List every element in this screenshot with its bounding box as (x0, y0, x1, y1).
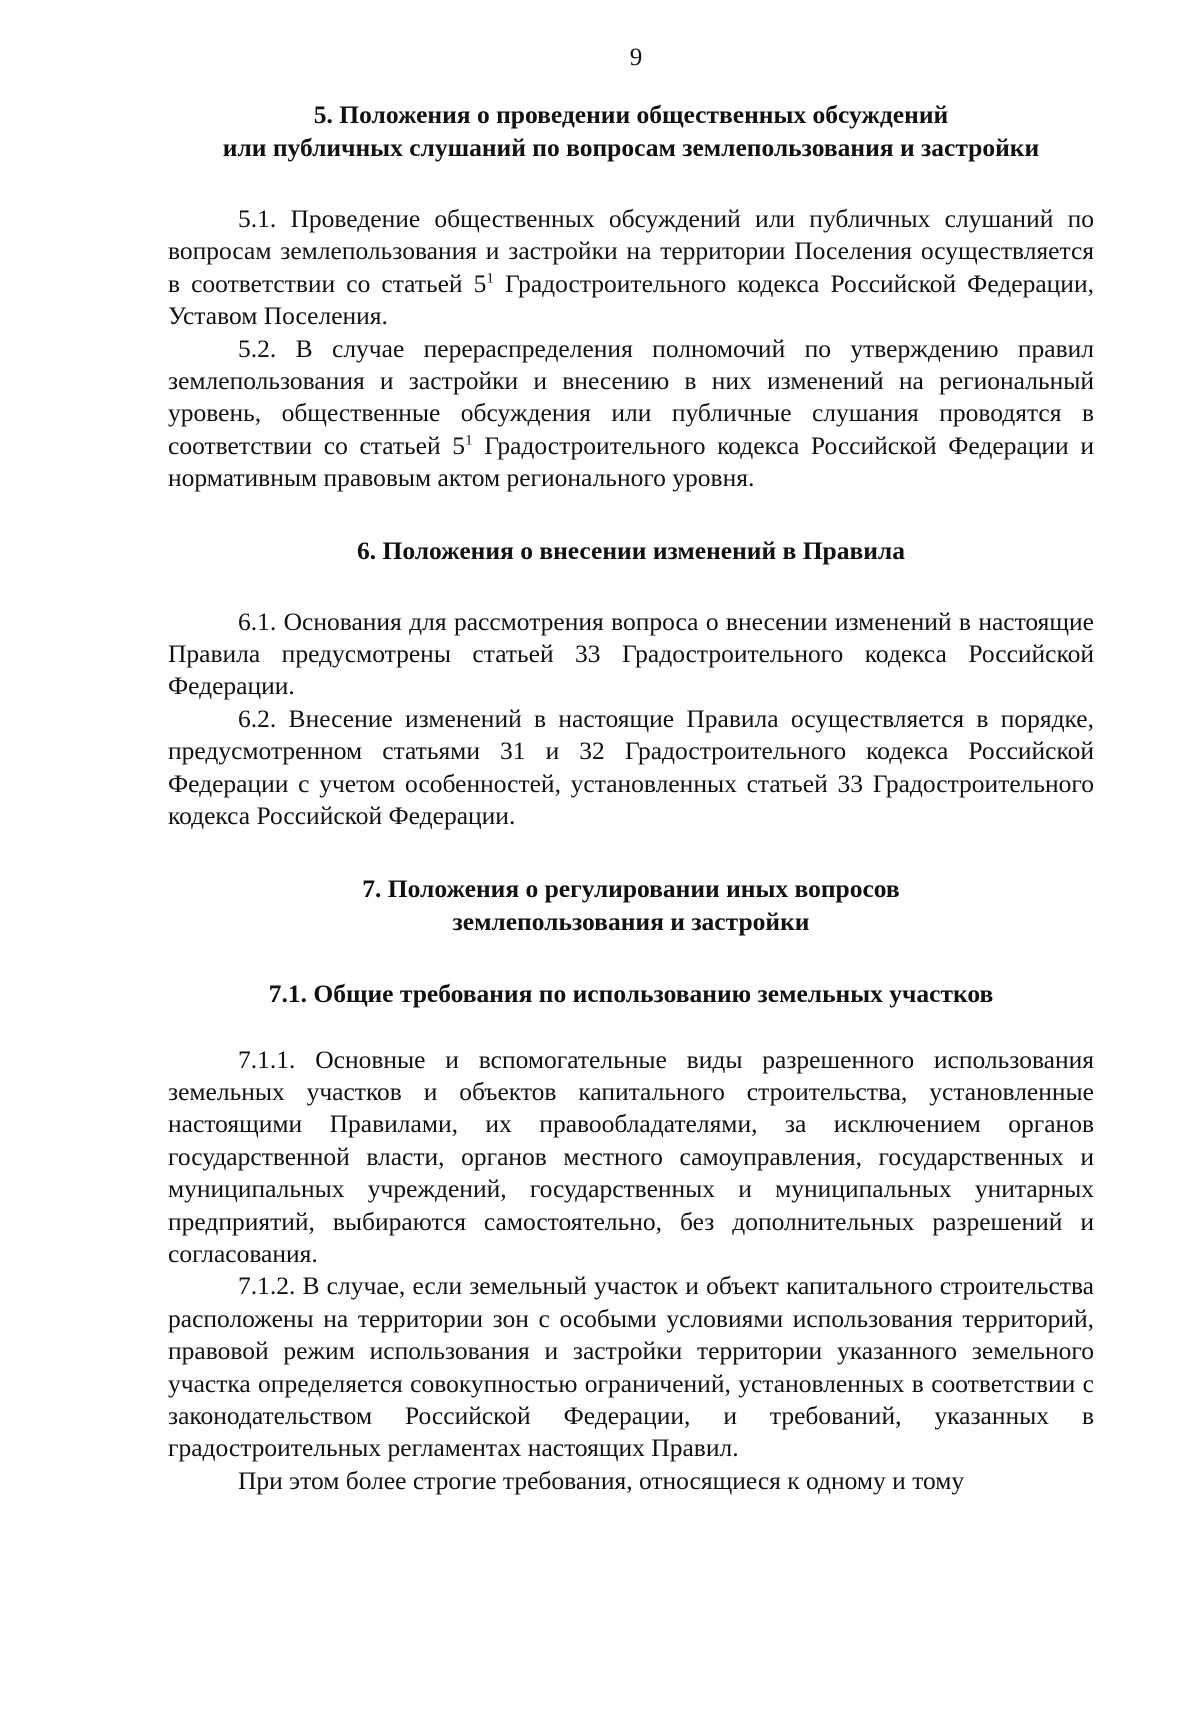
paragraph-5-2-text-b: Градостроительного кодекса Российской Федерации и нормативным правовым актом регионального уровня. (168, 430, 1094, 493)
paragraph-5-2-superscript: 1 (465, 432, 473, 449)
section-5-heading (168, 98, 1094, 164)
paragraph-7-1-2: 7.1.2. В случае, если земельный участок и объект капитального строительства расположены на территории зон с особыми условиями использования территорий, правовой режим использования и застройки территории указанного земельного участка определяется совокупностью ограничений, установленных в соответствии с законодательством Российской Федерации, и требований, указанных в градостроительных регламентах настоящих Правил. (168, 1271, 1094, 1463)
subsection-7-1-heading: 7.1. Общие требования по использованию земельных участков (268, 978, 994, 1008)
paragraph-5-1 (168, 203, 1094, 333)
section-7-heading-line-2: землепользования и застройки (452, 906, 810, 936)
paragraph-5-1-text-a: 5.1. Проведение общественных обсуждений или публичных слушаний по вопросам землепользования и застройки на территории Поселения осуществляется в соответствии со статьей 5 (168, 204, 1094, 298)
section-5-heading-line-1: 5. Положения о проведении общественных обсуждений (313, 100, 949, 129)
paragraph-7-1-2-continuation: При этом более строгие требования, относящиеся к одному и тому (238, 1465, 965, 1495)
paragraph-6-1: 6.1. Основания для рассмотрения вопроса о внесении изменений в настоящие Правила предусмотрены статьей 33 Градостроительного кодекса Российской Федерации. (168, 606, 1094, 701)
page-number: 9 (629, 44, 643, 71)
paragraph-5-2 (168, 333, 1094, 495)
section-7-heading-line-1: 7. Положения о регулировании иных вопросов (362, 873, 900, 903)
section-6-heading: 6. Положения о внесении изменений в Правила (357, 535, 905, 565)
paragraph-5-1-superscript: 1 (486, 270, 494, 287)
paragraph-5-1-text-b: Градостроительного кодекса Российской Федерации, Уставом Поселения. (168, 268, 1094, 331)
paragraph-7-1-1: 7.1.1. Основные и вспомогательные виды разрешенного использования земельных участков и объектов капитального строительства, установленные настоящими Правилами, их правообладателями, за исключением органов государственной власти, органов местного самоуправления, государственных и муниципальных учреждений, государственных и муниципальных унитарных предприятий, выбираются самостоятельно, без дополнительных разрешений и согласования. (168, 1044, 1094, 1268)
document-page (168, 40, 1094, 1497)
paragraph-6-2: 6.2. Внесение изменений в настоящие Правила осуществляется в порядке, предусмотренном статьями 31 и 32 Градостроительного кодекса Российской Федерации с учетом особенностей, установленных статьей 33 Градостроительного кодекса Российской Федерации. (168, 703, 1094, 831)
section-5-heading-line-2: или публичных слушаний по вопросам землепользования и застройки (222, 133, 1040, 162)
paragraph-5-2-text-a: 5.2. В случае перераспределения полномочий по утверждению правил землепользования и застройки и внесению в них изменений на региональный уровень, общественные обсуждения или публичные слушания проводятся в соответствии со статьей 5 (168, 333, 1094, 460)
section-7-heading (168, 872, 1094, 938)
